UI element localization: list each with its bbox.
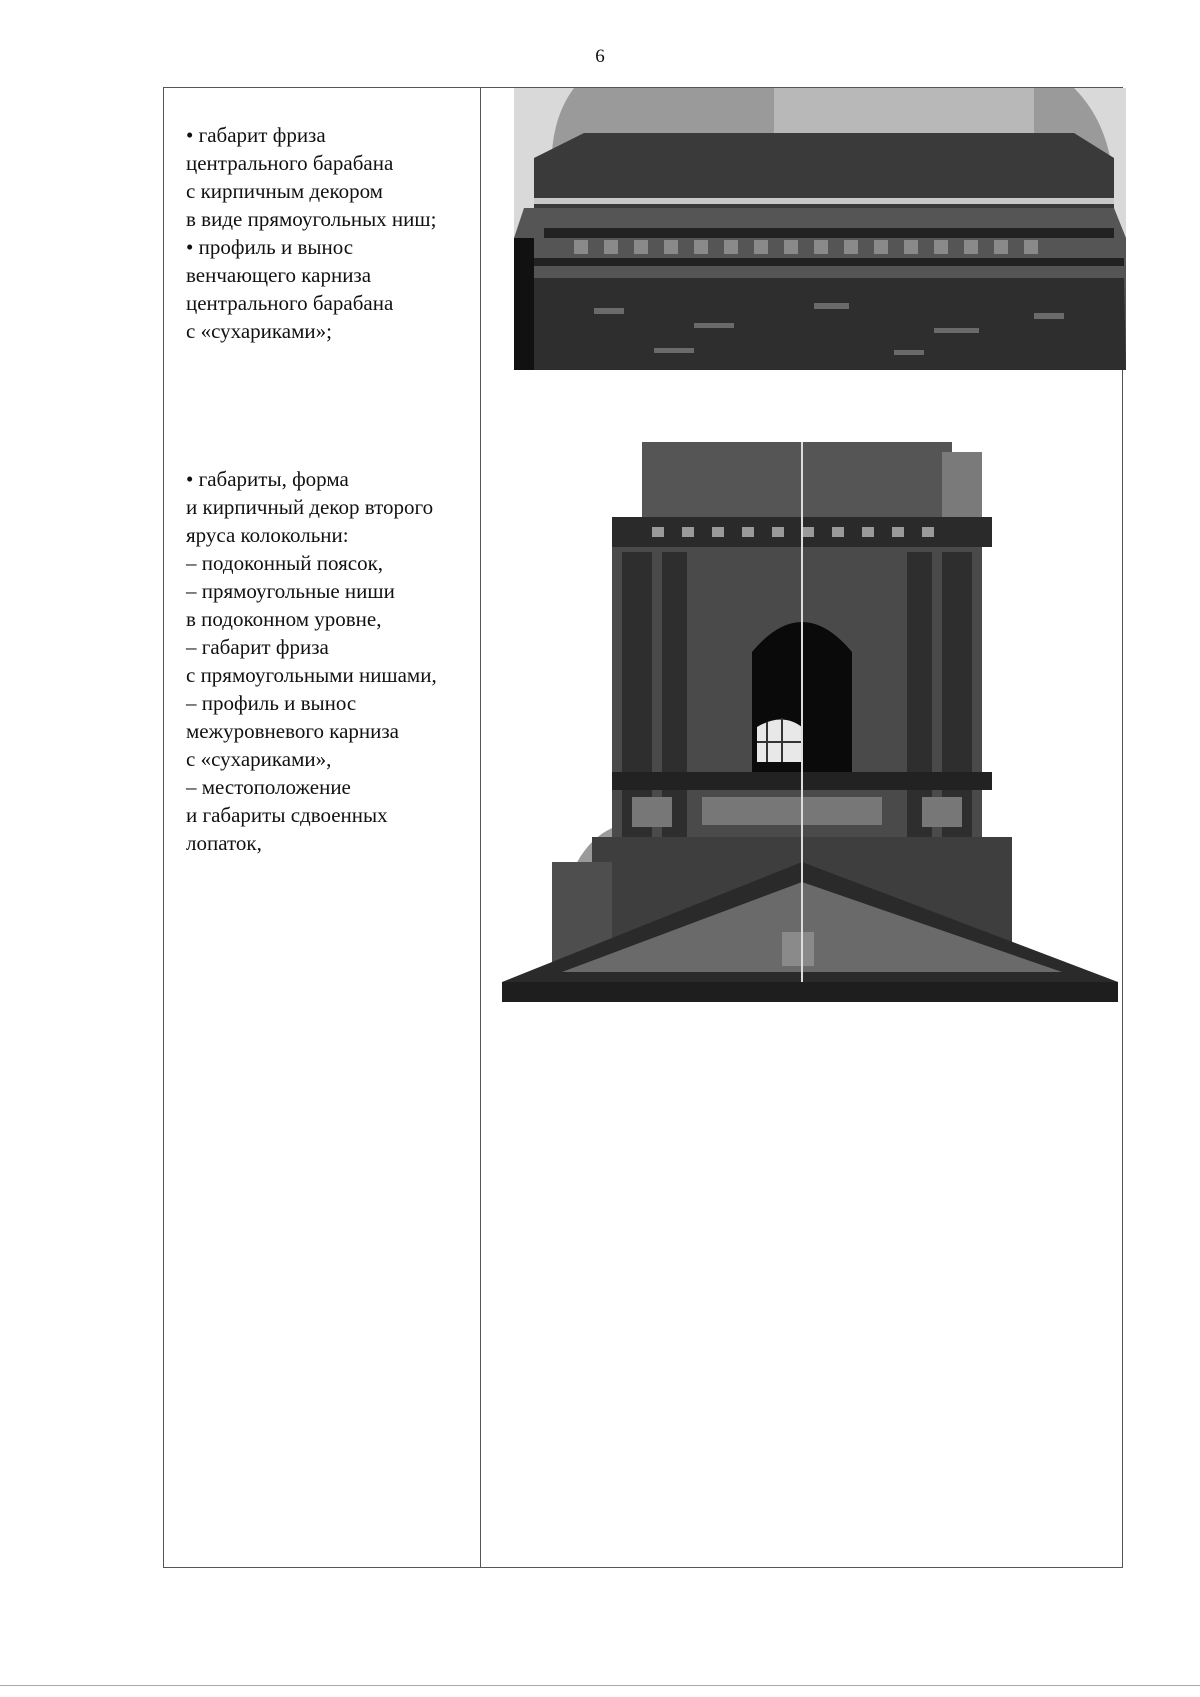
bell-tower-second-tier-photo: [502, 442, 1118, 1026]
page-number: 6: [595, 46, 605, 67]
scan-edge-line: [0, 1685, 1200, 1686]
row-1-description: • габарит фриза центрального барабана с кирпичным декором в виде прямоугольных ниш; • профиль и вынос венчающего карниза центрального барабана с «сухариками»;: [186, 123, 437, 343]
row-2-description: • габариты, форма и кирпичный декор второго яруса колокольни: – подоконный поясок, – прямоугольные ниши в подоконном уровне, – габарит фриза с прямоугольными нишами, – профиль и вынос межуровневого карниза с «сухариками», – местоположение и габариты сдвоенных лопаток,: [186, 467, 437, 855]
column-divider: [480, 88, 481, 1567]
central-drum-frieze-photo: [514, 88, 1126, 370]
document-table: [163, 87, 1123, 1568]
